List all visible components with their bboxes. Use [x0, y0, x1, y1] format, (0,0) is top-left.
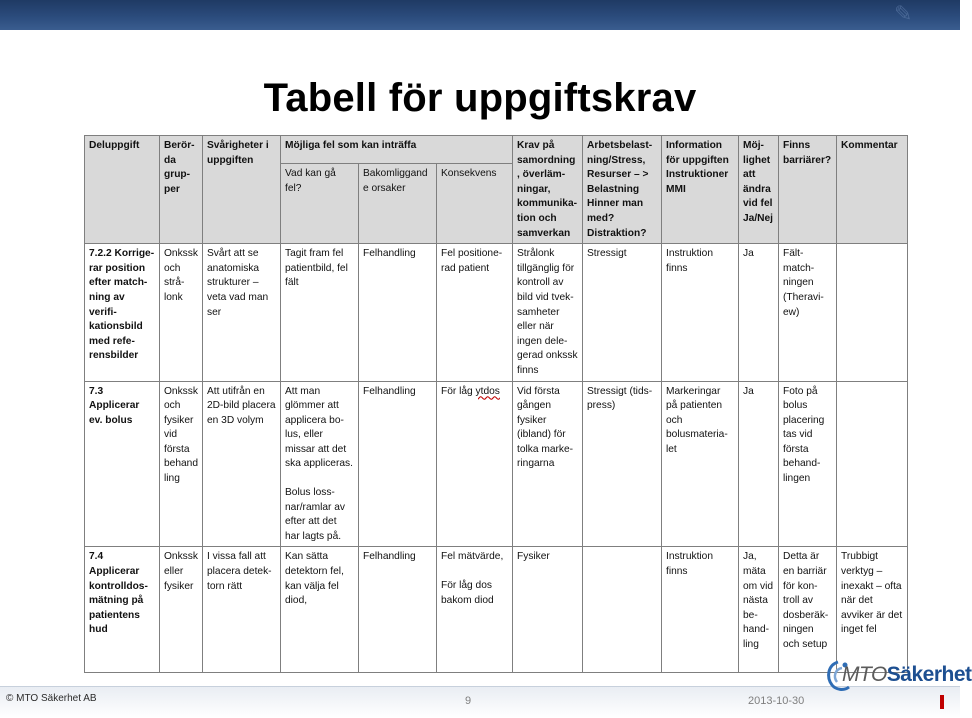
cell-arbetsbelastning: Stressigt (tids-press) [583, 381, 662, 547]
cell-konsekvens [437, 547, 513, 673]
cell-text: Att man glömmer att applicera bo-lus, eller missar att det ska appliceras. [285, 385, 353, 470]
header-information: Information för uppgiften Instruktioner MMI [662, 136, 739, 244]
paragraph-gap [285, 472, 354, 486]
cell-finns-barriarer: Fält-match-ningen (Theravi-ew) [779, 244, 837, 381]
header-watermark-icon: ✎ [894, 2, 913, 27]
cell-deluppgift: 7.3 Applicerar ev. bolus [85, 381, 160, 547]
cell-finns-barriarer: Foto på bolus placering tas vid första behand-lingen [779, 381, 837, 547]
table-row [85, 547, 908, 673]
cell-kommentar [837, 244, 908, 381]
cell-kommentar [837, 381, 908, 547]
cell-vad-kan-ga-fel: Kan sätta detektorn fel, kan välja fel diod, [281, 547, 359, 673]
header-berorda-grupper: Berör-da grup-per [160, 136, 203, 244]
header-mojlighet: Möj-lighet att ändra vid fel Ja/Nej [739, 136, 779, 244]
subheader-konsekvens: Konsekvens [437, 164, 513, 244]
cell-mojlighet: Ja [739, 381, 779, 547]
corner-accent-mark [940, 695, 944, 709]
cell-mojlighet: Ja [739, 244, 779, 381]
footer-date: 2013-10-30 [748, 695, 805, 707]
cell-bakomliggande: Felhandling [359, 381, 437, 547]
cell-krav: Vid första gången fysiker (ibland) för tolka marke-ringarna [513, 381, 583, 547]
cell-finns-barriarer: Detta är en barriär för kon-troll av dosberäk-ningen och setup [779, 547, 837, 673]
header-arbetsbelastning: Arbetsbelast-ning/Stress, Resurser – > Belastning Hinner man med? Distraktion? [583, 136, 662, 244]
cell-text: För låg [441, 385, 476, 397]
cell-arbetsbelastning: Stressigt [583, 244, 662, 381]
cell-krav: Fysiker [513, 547, 583, 673]
slide-title: Tabell för uppgiftskrav [263, 76, 697, 120]
logo-text [842, 663, 972, 687]
cell-svarigheter: I vissa fall att placera detek-torn rätt [203, 547, 281, 673]
header-krav: Krav på samordning, överläm-ningar, kommunika-tion och samverkan [513, 136, 583, 244]
cell-berorda: Onkssk eller fysiker [160, 547, 203, 673]
cell-text: Fel mätvärde, [441, 551, 504, 563]
cell-bakomliggande: Felhandling [359, 547, 437, 673]
logo-text-sakerhet: Säkerhet [886, 663, 972, 686]
subheader-bakomliggande: Bakomliggande orsaker [359, 164, 437, 244]
cell-konsekvens [437, 381, 513, 547]
table-row [85, 381, 908, 547]
requirements-table-container [84, 135, 907, 659]
company-logo [822, 657, 972, 697]
cell-vad-kan-ga-fel: Tagit fram fel patientbild, fel fält [281, 244, 359, 381]
cell-mojlighet: Ja, mäta om vid nästa be-hand-ling [739, 547, 779, 673]
cell-kommentar: Trubbigt verktyg – inexakt – ofta när det avviker är det inget fel [837, 547, 908, 673]
cell-svarigheter: Att utifrån en 2D-bild placera en 3D volym [203, 381, 281, 547]
logo-text-mto: MTO [842, 663, 887, 686]
cell-information: Markeringar på patienten och bolusmateria-let [662, 381, 739, 547]
footer-band [0, 686, 960, 718]
paragraph-gap [441, 565, 508, 579]
cell-text: Bolus loss-nar/ramlar av efter att det har lagts på. [285, 487, 346, 542]
cell-deluppgift: 7.4 Applicerar kontrolldos-mätning på patientens hud [85, 547, 160, 673]
requirements-table [84, 135, 908, 673]
header-kommentar: Kommentar [837, 136, 908, 244]
cell-information: Instruktion finns [662, 547, 739, 673]
footer-copyright: © MTO Säkerhet AB [6, 693, 97, 704]
cell-arbetsbelastning [583, 547, 662, 673]
cell-deluppgift: 7.2.2 Korrige-rar position efter match-ning av verifi-kationsbild med refe-rensbilder [85, 244, 160, 381]
cell-berorda: Onkssk och strå-lonk [160, 244, 203, 381]
cell-konsekvens: Fel positione-rad patient [437, 244, 513, 381]
header-deluppgift: Deluppgift [85, 136, 160, 244]
top-header-band [0, 0, 960, 30]
header-mojliga-fel: Möjliga fel som kan inträffa [281, 136, 513, 164]
spellcheck-flagged-word: ytdos [475, 385, 500, 397]
cell-berorda: Onkssk och fysiker vid första behand ling [160, 381, 203, 547]
cell-svarigheter: Svårt att se anatomiska strukturer – veta vad man ser [203, 244, 281, 381]
cell-information: Instruktion finns [662, 244, 739, 381]
subheader-vad-kan-ga-fel: Vad kan gå fel? [281, 164, 359, 244]
cell-bakomliggande: Felhandling [359, 244, 437, 381]
cell-text: För låg dos bakom diod [441, 580, 494, 606]
header-finns-barriarer: Finns barriärer? [779, 136, 837, 244]
table-header-row [85, 136, 908, 164]
header-svarigheter: Svårigheter i uppgiften [203, 136, 281, 244]
table-row [85, 244, 908, 381]
footer-page-number: 9 [465, 695, 472, 707]
cell-vad-kan-ga-fel [281, 381, 359, 547]
cell-krav: Strålonk tillgänglig för kontroll av bild vid tvek-samheter eller när ingen dele-gerad onkssk finns [513, 244, 583, 381]
